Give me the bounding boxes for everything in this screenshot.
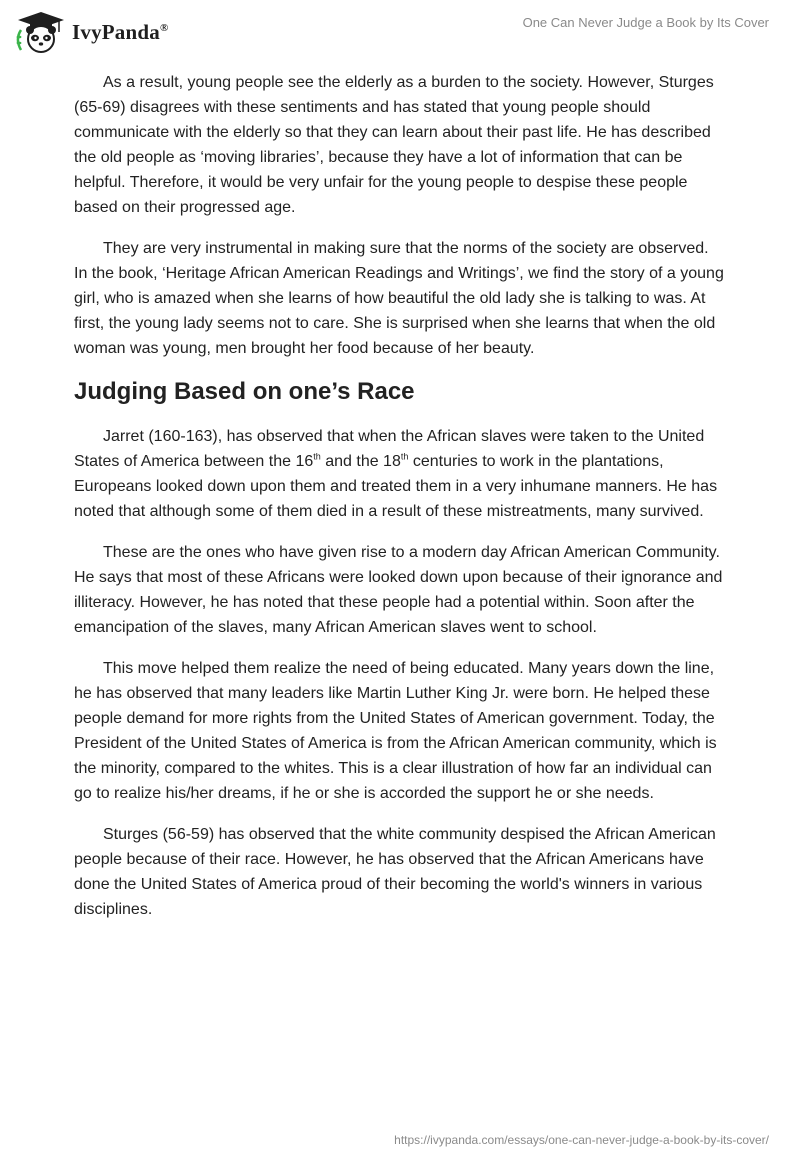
paragraph-1: As a result, young people see the elderly as a burden to the society. However, Sturges (65-69) disagrees with these sentiments and has stated that young people should communicate with the elderly so that they can learn about their past life. He has described the old people as ‘moving libraries’, because they have a lot of information that can be helpful. Therefore, it would be very unfair for the young people to despise these people based on their progressed age.: [74, 74, 714, 216]
document-title: One Can Never Judge a Book by Its Cover: [522, 15, 769, 30]
ivypanda-logo[interactable]: [14, 10, 168, 54]
panda-graduate-icon: [14, 10, 68, 54]
paragraph-3: Jarret (160-163), has observed that when the African slaves were taken to the United States of America between the 16th and the 18th centuries to work in the plantations, Europeans looked down upon them and treated them in a very inhumane manners. He has noted that although some of them died in a result of these mistreatments, many survived.: [74, 428, 718, 520]
essay-body: [74, 70, 724, 938]
paragraph-2: They are very instrumental in making sure that the norms of the society are observed. In the book, ‘Heritage African American Readings and Writings’, we find the story of a young girl, who is amazed when she learns of how beautiful the old lady she is talking to was. At first, the young lady seems not to care. She is surprised when she learns that when the old woman was young, men brought her food because of her beauty.: [74, 240, 724, 357]
paragraph-4: These are the ones who have given rise to a modern day African American Community. He says that most of these Africans were looked down upon because of their ignorance and illiteracy. However, he has noted that these people had a potential within. Soon after the emancipation of the slaves, many African American slaves went to school.: [74, 544, 723, 636]
source-url[interactable]: https://ivypanda.com/essays/one-can-never-judge-a-book-by-its-cover/: [394, 1133, 769, 1147]
paragraph-6: Sturges (56-59) has observed that the white community despised the African American people because of their race. However, he has observed that the African Americans have done the United States of America proud of their becoming the world's winners in various disciplines.: [74, 826, 716, 918]
page-header: [0, 0, 800, 60]
section-heading: Judging Based on one’s Race: [74, 378, 415, 405]
logo-text: IvyPanda®: [72, 19, 169, 44]
paragraph-5: This move helped them realize the need of being educated. Many years down the line, he has observed that many leaders like Martin Luther King Jr. were born. He helped these people demand for more rights from the United States of American government. Today, the President of the United States of America is from the African American community, which is the minority, compared to the whites. This is a clear illustration of how far an individual can go to realize his/her dreams, if he or she is accorded the support he or she needs.: [74, 660, 717, 802]
